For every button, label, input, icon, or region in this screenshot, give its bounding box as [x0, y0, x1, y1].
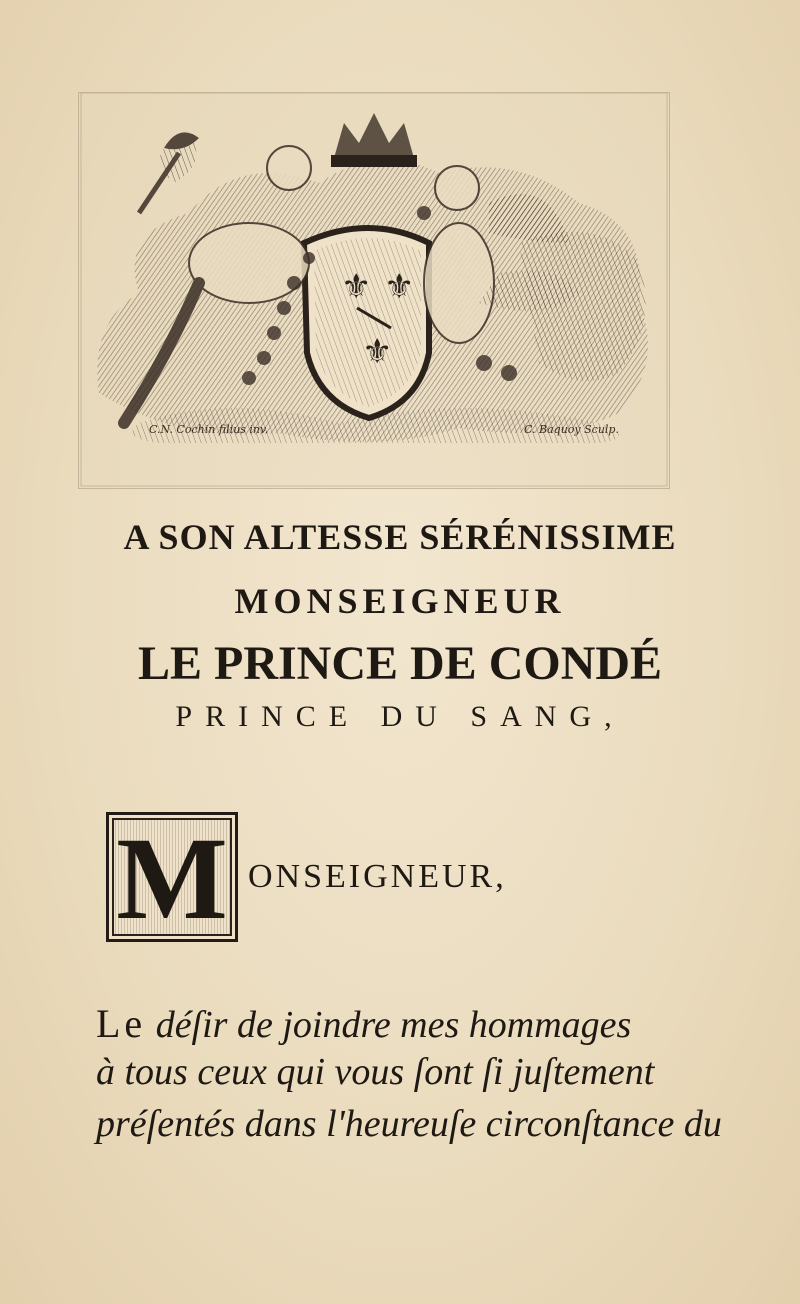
crown-icon — [331, 113, 417, 167]
title-line-4: PRINCE DU SANG, — [175, 700, 625, 733]
title-line-1: A SON ALTESSE SÉRÉNISSIME — [123, 517, 677, 557]
body-line-1 — [96, 1000, 716, 1047]
title-line-2: MONSEIGNEUR — [234, 581, 566, 621]
body-line-2: à tous ceux qui vous ſont ſi juſtement — [96, 1051, 655, 1093]
body-line-3: préſentés dans l'heureuſe circonſtance du — [96, 1103, 722, 1145]
ornamental-dropcap — [106, 812, 238, 942]
engraving-credit-right: C. Baquoy Sculp. — [524, 423, 619, 436]
engraving-credit-left: C.N. Cochin filius inv. — [149, 423, 269, 436]
body-line-1-rest: déſir de joindre mes hommages — [146, 1004, 632, 1046]
svg-text:⚜: ⚜ — [341, 267, 372, 307]
dropcap-letter: M — [116, 813, 228, 942]
coat-of-arms-shield — [304, 228, 429, 418]
engraved-vignette — [78, 92, 670, 489]
salutation-text: ONSEIGNEUR, — [248, 858, 507, 895]
svg-text:⚜: ⚜ — [384, 267, 415, 307]
body-line-1-lead: Le — [96, 1001, 147, 1046]
svg-text:⚜: ⚜ — [362, 332, 393, 372]
title-line-3: LE PRINCE DE CONDÉ — [137, 637, 663, 690]
